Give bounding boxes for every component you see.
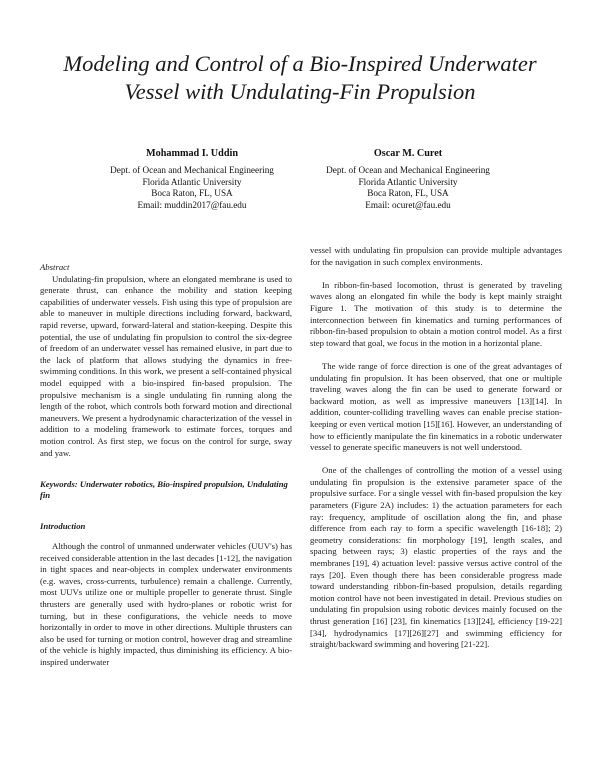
author-university: Florida Atlantic University (358, 176, 458, 187)
author-department: Dept. of Ocean and Mechanical Engineering (110, 164, 274, 175)
paper-title (30, 50, 570, 106)
author-department: Dept. of Ocean and Mechanical Engineering (326, 164, 490, 175)
author-email: Email: muddin2017@fau.edu (137, 200, 247, 211)
left-column (40, 262, 292, 669)
paragraph-continued: vessel with undulating fin propulsion can provide multiple advantages for the navigation in such complex environments. (310, 245, 562, 267)
paragraph-challenges: One of the challenges of controlling the motion of a vessel using undulating fin propulsion is the extensive parameter space of the propulsive surface. For a single vessel with fin-based propulsion the key parameters (Figure 2A) includes: 1) the actuation parameters for each ray: frequency, amplitude of oscillation along the fin, and phase difference from each ray to form a specific wavelength [16-18]; 2) geometry considerations: fin morphology [19], length scales, and spacing between rays; 3) elastic properties of the rays and the membranes [19], 4) actuation level: passive versus active control of the rays [20]. Even though there has been considerable progress made toward understanding ribbon-fin-based propulsion, details regarding motion control have not been investigated in detail. Previous studies on undulating fin propulsion using robotic devices mainly focused on the thrust generation [16] [23], fin kinematics [13][24], efficiency [19-22][34], hydrodynamics [17][26][27] and swimming efficiency for straight/backward swimming and hovering [21-22]. (310, 465, 562, 650)
introduction-text: Although the control of unmanned underwater vehicles (UUV's) has received considerable attention in the last decades [1-12], the navigation in tight spaces and near-objects in complex underwater environments (e.g. waves, cross-currents, turbulence) remain a challenge. Currently, most UUVs utilize one or multiple propeller to generate thrust. Single thrusters are generally used with hydro-planes or robotic wrist for turning, but in these configurations, the vehicle needs to move horizontally in order to move in other directions. Multiple thrusters can also be used for turning or motion control, however drag and streamline of the vehicle is highly impacted, thus diminishing its efficiency. A bio-inspired underwater (40, 541, 292, 667)
author-block-2 (298, 148, 518, 212)
abstract-heading: Abstract (40, 262, 70, 272)
author-email: Email: ocuret@fau.edu (365, 200, 451, 211)
paragraph-ribbon-fin: In ribbon-fin-based locomotion, thrust is generated by traveling waves along an elongated fin while the body is kept mainly straight Figure 1. The motivation of this study is to determine the interconnection between fin kinematics and turning performances of ribbon-fin-based propulsion to obtain a motion control model. As a first step toward that goal, we focus in the motion in a horizontal plane. (310, 279, 562, 348)
author-name: Mohammad I. Uddin (146, 148, 238, 159)
keywords: Keywords: Underwater robotics, Bio-inspired propulsion, Undulating fin (40, 478, 288, 501)
author-name: Oscar M. Curet (373, 148, 443, 159)
author-university: Florida Atlantic University (142, 176, 242, 187)
abstract-text: Undulating-fin propulsion, where an elongated membrane is used to generate thrust, can enhance the mobility and station keeping capabilities of underwater vessels. Fish using this type of propulsion are able to maneuver in multiple directions including forward, backward, rapid reverse, upward, forward-lateral and station-keeping. Despite this potential, the use of undulating fin propulsion to control the six-degree of freedom of an underwater vessel has remained elusive, in part due to the lack of platform that allows studying the dynamics in free-swimming conditions. In this work, we present a self-contained physical model equipped with a bio-inspired fin-based propulsion. The propulsive mechanism is a single undulating fin running along the length of the robot, which controls both forward motion and directional maneuvers. We present a hydrodynamic characterization of the vessel in addition to a modeling framework to estimate forces, torques and motion control. As first step, we focus on the control for surge, sway and yaw. (40, 273, 292, 458)
author-block-1 (82, 148, 302, 212)
right-column (310, 245, 562, 651)
paragraph-force-direction: The wide range of force direction is one of the great advantages of undulating fin propulsion. It has been observed, that one or multiple traveling waves along the fin can be used to generate forward or backward motion, as well as impressive maneuvers [13][14]. In addition, counter-colliding travelling waves can enable precise station-keeping or even vertical motion [15][16]. However, an understanding of how to efficiently manipulate the fin kinematics in a robotic underwater vessel to generate specific maneuvers is not well understood. (310, 360, 562, 453)
author-location: Boca Raton, FL, USA (151, 188, 233, 199)
paper-title-line-2: Vessel with Undulating-Fin Propulsion (124, 79, 476, 104)
introduction-heading: Introduction (40, 521, 86, 532)
author-location: Boca Raton, FL, USA (367, 188, 449, 199)
paper-title-line-1: Modeling and Control of a Bio-Inspired Underwater (63, 51, 537, 76)
